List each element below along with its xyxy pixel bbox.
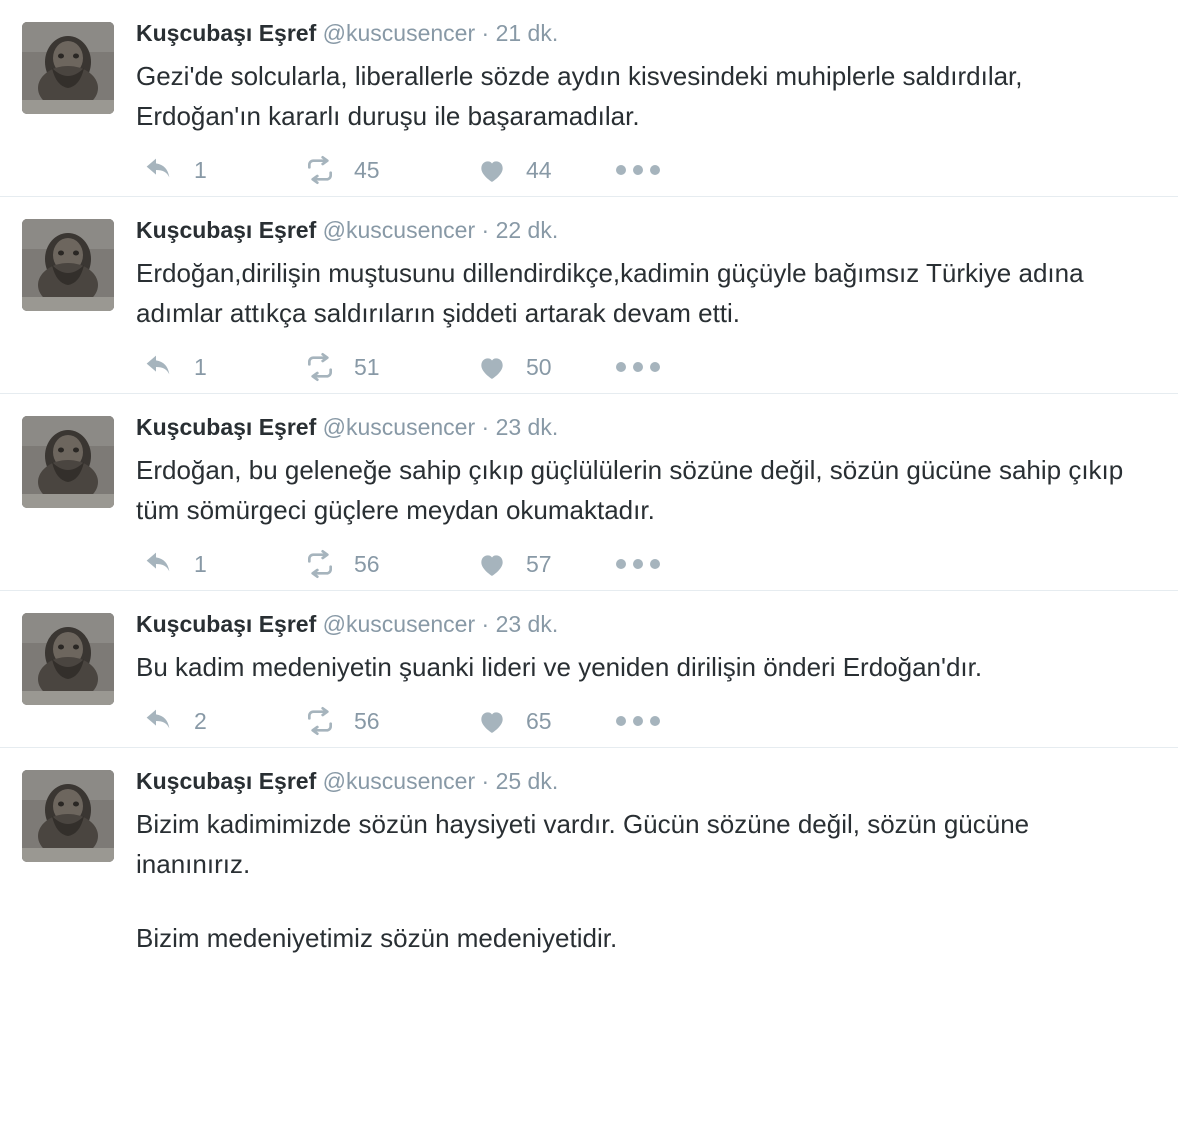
- tweet-text: [136, 56, 1148, 136]
- tweet-paragraph: Erdoğan, bu geleneğe sahip çıkıp güçlülülerin sözüne değil, sözün gücüne sahip çıkıp tüm sömürgeci güçlere meydan okumaktadır.: [136, 455, 1124, 525]
- avatar[interactable]: [22, 613, 114, 705]
- more-options-icon: [616, 559, 660, 569]
- retweet-count: 45: [354, 157, 380, 183]
- avatar-image: [22, 613, 114, 705]
- like-count: 65: [526, 708, 552, 734]
- reply-button[interactable]: [144, 351, 304, 383]
- like-button[interactable]: [476, 351, 616, 383]
- like-button[interactable]: [476, 705, 616, 737]
- tweet-fullname[interactable]: Kuşcubaşı Eşref: [136, 217, 317, 243]
- tweet-actions: [136, 154, 1148, 186]
- like-icon: [476, 705, 508, 737]
- like-icon: [476, 154, 508, 186]
- avatar-image: [22, 22, 114, 114]
- retweet-count: 56: [354, 551, 380, 577]
- reply-button[interactable]: [144, 548, 304, 580]
- tweet-header: [136, 609, 1148, 639]
- retweet-icon: [304, 705, 336, 737]
- tweet-text: [136, 450, 1148, 530]
- avatar[interactable]: [22, 416, 114, 508]
- tweet-timestamp[interactable]: 23 dk.: [495, 611, 559, 637]
- retweet-button[interactable]: [304, 705, 476, 737]
- tweet-item[interactable]: [0, 748, 1178, 968]
- tweet-text: [136, 253, 1148, 333]
- tweet-fullname[interactable]: Kuşcubaşı Eşref: [136, 611, 317, 637]
- more-options-icon: [616, 362, 660, 372]
- tweet-paragraph: Erdoğan,dirilişin muştusunu dillendirdikçe,kadimin güçüyle bağımsız Türkiye adına adımlar attıkça saldırıların şiddeti artarak devam etti.: [136, 258, 1084, 328]
- reply-icon: [144, 154, 176, 186]
- tweet-text: [136, 804, 1148, 958]
- tweet-timestamp[interactable]: 21 dk.: [495, 20, 559, 46]
- tweet-fullname[interactable]: Kuşcubaşı Eşref: [136, 414, 317, 440]
- header-separator: ·: [481, 414, 490, 440]
- reply-button[interactable]: [144, 705, 304, 737]
- like-count: 57: [526, 551, 552, 577]
- tweet-actions: [136, 705, 1148, 737]
- avatar-image: [22, 770, 114, 862]
- tweet-paragraph: Bizim kadimimizde sözün haysiyeti vardır. Gücün sözüne değil, sözün gücüne inanınırız.: [136, 809, 1030, 879]
- like-count: 50: [526, 354, 552, 380]
- retweet-icon: [304, 351, 336, 383]
- tweet-header: [136, 766, 1148, 796]
- reply-count: 2: [194, 708, 207, 734]
- tweet-header: [136, 18, 1148, 48]
- retweet-icon: [304, 548, 336, 580]
- tweet-fullname[interactable]: Kuşcubaşı Eşref: [136, 20, 317, 46]
- tweet-username[interactable]: @kuscusencer: [322, 611, 476, 637]
- reply-count: 1: [194, 354, 207, 380]
- like-button[interactable]: [476, 154, 616, 186]
- reply-count: 1: [194, 157, 207, 183]
- header-separator: ·: [481, 217, 490, 243]
- tweet-item[interactable]: [0, 591, 1178, 748]
- tweet-timestamp[interactable]: 22 dk.: [495, 217, 559, 243]
- tweet-timestamp[interactable]: 25 dk.: [495, 768, 559, 794]
- reply-count: 1: [194, 551, 207, 577]
- tweet-header: [136, 412, 1148, 442]
- tweet-timestamp[interactable]: 23 dk.: [495, 414, 559, 440]
- more-options-icon: [616, 165, 660, 175]
- reply-button[interactable]: [144, 154, 304, 186]
- avatar[interactable]: [22, 22, 114, 114]
- reply-icon: [144, 705, 176, 737]
- more-options-button[interactable]: [616, 559, 676, 569]
- more-options-button[interactable]: [616, 716, 676, 726]
- more-options-button[interactable]: [616, 362, 676, 372]
- retweet-count: 56: [354, 708, 380, 734]
- reply-icon: [144, 351, 176, 383]
- tweet-item[interactable]: [0, 197, 1178, 394]
- tweet-paragraph: Gezi'de solcularla, liberallerle sözde aydın kisvesindeki muhiplerle saldırdılar, Erdoğan'ın kararlı duruşu ile başaramadılar.: [136, 61, 1023, 131]
- tweet-username[interactable]: @kuscusencer: [322, 414, 476, 440]
- like-button[interactable]: [476, 548, 616, 580]
- tweet-item[interactable]: [0, 0, 1178, 197]
- header-separator: ·: [481, 20, 490, 46]
- retweet-button[interactable]: [304, 548, 476, 580]
- avatar-image: [22, 416, 114, 508]
- retweet-count: 51: [354, 354, 380, 380]
- tweet-actions: [136, 351, 1148, 383]
- tweet-actions: [136, 548, 1148, 580]
- retweet-button[interactable]: [304, 154, 476, 186]
- retweet-button[interactable]: [304, 351, 476, 383]
- tweet-paragraph: Bizim medeniyetimiz sözün medeniyetidir.: [136, 923, 618, 953]
- retweet-icon: [304, 154, 336, 186]
- avatar[interactable]: [22, 219, 114, 311]
- tweet-text: [136, 647, 1148, 687]
- tweet-username[interactable]: @kuscusencer: [322, 217, 476, 243]
- reply-icon: [144, 548, 176, 580]
- tweet-username[interactable]: @kuscusencer: [322, 20, 476, 46]
- avatar-image: [22, 219, 114, 311]
- tweet-paragraph: Bu kadim medeniyetin şuanki lideri ve yeniden dirilişin önderi Erdoğan'dır.: [136, 652, 983, 682]
- header-separator: ·: [481, 768, 490, 794]
- like-icon: [476, 351, 508, 383]
- like-icon: [476, 548, 508, 580]
- tweet-item[interactable]: [0, 394, 1178, 591]
- more-options-button[interactable]: [616, 165, 676, 175]
- more-options-icon: [616, 716, 660, 726]
- avatar[interactable]: [22, 770, 114, 862]
- tweet-username[interactable]: @kuscusencer: [322, 768, 476, 794]
- like-count: 44: [526, 157, 552, 183]
- tweet-header: [136, 215, 1148, 245]
- header-separator: ·: [481, 611, 490, 637]
- tweet-fullname[interactable]: Kuşcubaşı Eşref: [136, 768, 317, 794]
